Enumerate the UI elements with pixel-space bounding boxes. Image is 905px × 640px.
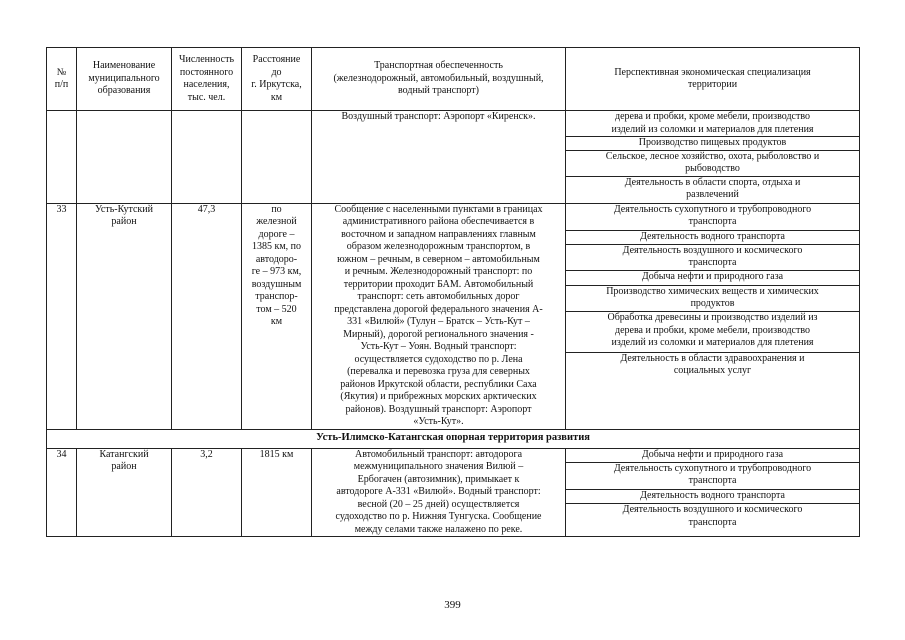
specialization-cell: Деятельность сухопутного и трубопроводного транспорта (566, 203, 860, 231)
page-number: 399 (444, 599, 461, 611)
specialization-cell: Деятельность в области здравоохранения и социальных услуг (566, 352, 860, 429)
specialization-cell: Деятельность водного транспорта (566, 490, 860, 504)
specialization-cell: Деятельность сухопутного и трубопроводного транспорта (566, 462, 860, 489)
header-specialization: Перспективная экономическая специализация территории (566, 48, 860, 111)
specialization-cell: Обработка древесины и производство изделий из дерева и пробки, кроме мебели, производство изделий из соломки и материалов для плетения (566, 312, 860, 353)
population-value: 47,3 (172, 203, 242, 429)
row-number: 33 (47, 203, 77, 429)
header-number: № п/п (47, 48, 77, 111)
table-row (47, 111, 860, 137)
municipality-name: Усть-Кутский район (77, 203, 172, 429)
specialization-cell: Добыча нефти и природного газа (566, 448, 860, 462)
continued-distance-cell (242, 111, 312, 204)
population-value: 3,2 (172, 448, 242, 537)
table-header-row (47, 48, 860, 111)
transport-description: Автомобильный транспорт: автодорога межмуниципального значения Вилюй – Ербогачен (автозимник), примыкает к автодороге А-331 «Вилюй». Водный транспорт: весной (20 – 25 дней) осуществляется судоходство по р. Нижняя Тунгуска. Сообщение между селами также налажено по реке. (312, 448, 566, 537)
header-population: Численность постоянного населения, тыс. чел. (172, 48, 242, 111)
continued-name-cell (77, 111, 172, 204)
transport-description: Сообщение с населенными пунктами в границах административного района обеспечивается в восточном и западном направлениях главным образом железнодорожным транспортом, в южном – речным, в северном – автомобильным и речным. Железнодорожный транспорт: по территории проходит БАМ. Автомобильный транспорт: сеть автомобильных дорог представлена дорогой федерального значения А- 331 «Вилюй» (Тулун – Братск – Усть-Кут – Мирный), дорогой регионального значения - Усть-Кут – Уоян. Водный транспорт: осуществляется судоходство по р. Лена (перевалка и перевозка груза для северных районов Иркутской области, республики Саха (Якутия) и прибрежных морских арктических районов). Воздушный транспорт: Аэропорт «Усть-Кут». (312, 203, 566, 429)
distance-value: по железной дороге – 1385 км, по автодоро- ге – 973 км, воздушным транспор- том – 520 км (242, 203, 312, 429)
header-municipality-name: Наименование муниципального образования (77, 48, 172, 111)
territory-table (46, 47, 860, 537)
specialization-cell: Добыча нефти и природного газа (566, 271, 860, 285)
continued-transport-cell: Воздушный транспорт: Аэропорт «Киренск». (312, 111, 566, 204)
row-number: 34 (47, 448, 77, 537)
distance-value: 1815 км (242, 448, 312, 537)
section-title: Усть-Илимско-Катангская опорная территория развития (47, 429, 860, 448)
specialization-cell: дерева и пробки, кроме мебели, производство изделий из соломки и материалов для плетения (566, 111, 860, 137)
header-transport: Транспортная обеспеченность (железнодорожный, автомобильный, воздушный, водный транспорт) (312, 48, 566, 111)
specialization-cell: Деятельность в области спорта, отдыха и развлечений (566, 176, 860, 203)
specialization-cell: Деятельность водного транспорта (566, 231, 860, 245)
table-row (47, 203, 860, 231)
section-row (47, 429, 860, 448)
specialization-cell: Сельское, лесное хозяйство, охота, рыболовство и рыбоводство (566, 150, 860, 176)
specialization-cell: Производство химических веществ и химических продуктов (566, 285, 860, 312)
header-distance: Расстояние до г. Иркутска, км (242, 48, 312, 111)
specialization-cell: Деятельность воздушного и космического транспорта (566, 244, 860, 271)
specialization-cell: Деятельность воздушного и космического транспорта (566, 504, 860, 537)
table-row (47, 448, 860, 462)
municipality-name: Катангский район (77, 448, 172, 537)
continued-num-cell (47, 111, 77, 204)
specialization-cell: Производство пищевых продуктов (566, 137, 860, 151)
continued-population-cell (172, 111, 242, 204)
